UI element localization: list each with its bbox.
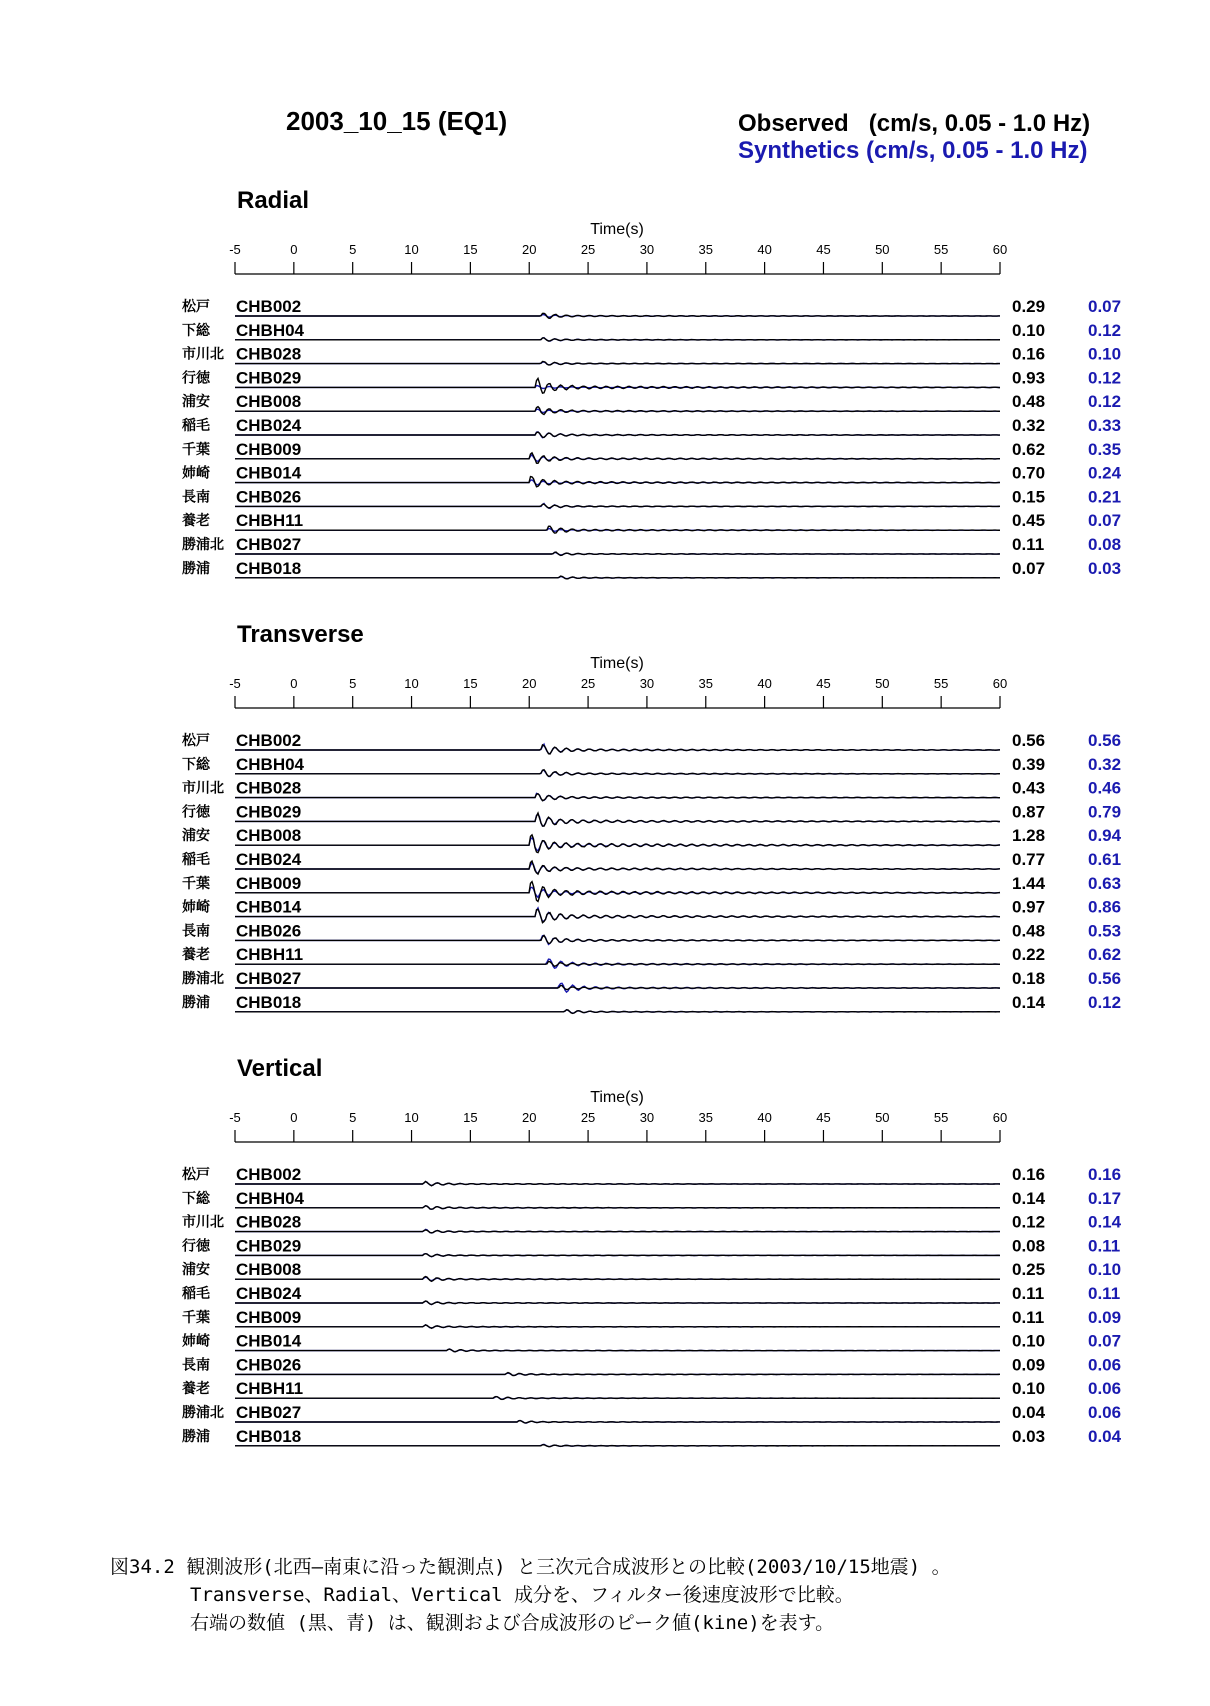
- x-tick-label: 30: [639, 676, 655, 691]
- x-tick-label: 0: [290, 242, 298, 257]
- station-code-label: CHB014: [236, 463, 302, 483]
- synthetic-peak-value: 0.03: [1088, 558, 1122, 578]
- observed-peak-value: 0.16: [1012, 344, 1046, 364]
- observed-peak-value: 0.11: [1012, 1307, 1045, 1327]
- panel-title: Vertical: [237, 1055, 323, 1082]
- x-axis-label: Time(s): [590, 221, 644, 238]
- synthetic-peak-value: 0.10: [1088, 1260, 1122, 1280]
- synthetic-peak-value: 0.06: [1088, 1403, 1122, 1422]
- x-tick-label: 55: [933, 676, 949, 691]
- synthetic-peak-value: 0.12: [1088, 320, 1122, 340]
- x-tick-label: 40: [757, 1110, 772, 1125]
- observed-peak-value: 0.12: [1012, 1212, 1046, 1232]
- caption-line-1: 図34.2 観測波形(北西―南東に沿った観測点) と三次元合成波形との比較(2003/10/15地震) 。: [110, 1556, 951, 1578]
- x-tick-label: 30: [639, 242, 655, 257]
- x-tick-label: 50: [875, 676, 890, 691]
- observed-trace: [235, 745, 1000, 754]
- x-tick-label: 15: [463, 242, 478, 257]
- synthetic-peak-value: 0.61: [1088, 850, 1122, 869]
- station-place-label: 浦安: [182, 827, 210, 844]
- observed-peak-value: 0.11: [1012, 1284, 1045, 1303]
- station-place-label: 市川北: [182, 1213, 224, 1230]
- observed-legend: Observed (cm/s, 0.05 - 1.0 Hz): [738, 110, 1091, 137]
- station-code-label: CHB002: [236, 297, 302, 316]
- observed-trace: [235, 1421, 1000, 1423]
- x-axis-label: Time(s): [590, 655, 644, 672]
- station-place-label: 浦安: [182, 393, 210, 410]
- x-tick-label: 60: [992, 1110, 1008, 1125]
- observed-trace: [235, 1206, 1000, 1209]
- synthetic-peak-value: 0.33: [1088, 416, 1122, 435]
- synthetic-peak-value: 0.07: [1088, 297, 1122, 316]
- station-place-label: 下総: [182, 321, 210, 338]
- observed-trace: [235, 861, 1000, 874]
- station-code-label: CHBH11: [236, 511, 304, 531]
- station-place-label: 下総: [182, 755, 210, 772]
- station-code-label: CHB014: [236, 897, 302, 917]
- station-code-label: CHB027: [236, 969, 302, 988]
- station-code-label: CHB027: [236, 535, 302, 554]
- observed-peak-value: 0.10: [1012, 1379, 1046, 1399]
- station-place-label: 長南: [182, 922, 210, 939]
- x-tick-label: 0: [290, 1110, 298, 1125]
- observed-peak-value: 0.48: [1012, 921, 1046, 941]
- observed-trace: [235, 936, 1000, 944]
- x-tick-label: 5: [349, 242, 357, 257]
- synthetic-peak-value: 0.35: [1088, 439, 1122, 459]
- synthetic-trace: [235, 744, 1000, 754]
- station-place-label: 養老: [182, 946, 210, 963]
- station-place-label: 市川北: [182, 779, 224, 796]
- station-code-label: CHB018: [236, 992, 302, 1012]
- observed-peak-value: 0.04: [1012, 1403, 1046, 1422]
- x-tick-label: 50: [875, 242, 890, 257]
- synthetic-peak-value: 0.24: [1088, 463, 1122, 483]
- observed-trace: [235, 1010, 1000, 1014]
- x-tick-label: 20: [521, 242, 537, 257]
- observed-peak-value: 0.25: [1012, 1260, 1046, 1280]
- caption-line-2: Transverse、Radial、Vertical 成分を、フィルター後速度波形で比較。: [190, 1584, 854, 1606]
- synthetic-peak-value: 0.10: [1088, 344, 1122, 364]
- station-place-label: 姉崎: [182, 898, 210, 915]
- station-place-label: 勝浦北: [182, 1404, 224, 1420]
- station-place-label: 稲毛: [182, 417, 210, 433]
- observed-peak-value: 0.48: [1012, 392, 1046, 412]
- observed-trace: [235, 477, 1000, 487]
- observed-peak-value: 0.15: [1012, 487, 1046, 507]
- station-code-label: CHB009: [236, 1307, 302, 1327]
- panel-title: Transverse: [237, 621, 364, 648]
- station-code-label: CHBH11: [236, 1379, 304, 1399]
- synthetic-peak-value: 0.06: [1088, 1379, 1122, 1399]
- observed-trace: [235, 1445, 1000, 1447]
- station-code-label: CHB008: [236, 826, 302, 846]
- x-tick-label: 5: [349, 1110, 357, 1125]
- synthetic-peak-value: 0.11: [1088, 1284, 1121, 1303]
- x-tick-label: 15: [463, 1110, 478, 1125]
- synthetic-peak-value: 0.14: [1088, 1212, 1122, 1232]
- x-tick-label: 20: [521, 676, 537, 691]
- observed-peak-value: 0.14: [1012, 1188, 1046, 1208]
- observed-peak-value: 0.32: [1012, 416, 1046, 435]
- x-tick-label: 45: [816, 676, 831, 691]
- station-code-label: CHB024: [236, 416, 302, 435]
- station-place-label: 松戸: [182, 1166, 210, 1182]
- station-place-label: 浦安: [182, 1261, 210, 1278]
- station-code-label: CHB018: [236, 558, 302, 578]
- station-place-label: 行徳: [182, 369, 210, 386]
- synthetic-legend: Synthetics (cm/s, 0.05 - 1.0 Hz): [738, 137, 1088, 164]
- observed-trace: [235, 378, 1000, 393]
- station-code-label: CHB024: [236, 1284, 302, 1303]
- figure-caption: [110, 1553, 951, 1637]
- figure-title: 2003_10_15 (EQ1): [286, 106, 508, 136]
- observed-trace: [235, 835, 1000, 853]
- synthetic-trace: [235, 908, 1000, 922]
- observed-trace: [235, 576, 1000, 579]
- panel-transverse: [181, 621, 1122, 1013]
- observed-peak-value: 0.70: [1012, 463, 1046, 483]
- station-place-label: 長南: [182, 488, 210, 505]
- station-code-label: CHB009: [236, 873, 302, 893]
- x-tick-label: -5: [229, 1110, 241, 1125]
- station-code-label: CHB026: [236, 487, 302, 507]
- observed-trace: [235, 1349, 1000, 1352]
- x-tick-label: 10: [404, 676, 419, 691]
- station-code-label: CHB008: [236, 1260, 302, 1280]
- synthetic-peak-value: 0.11: [1088, 1236, 1121, 1256]
- observed-trace: [235, 526, 1000, 533]
- station-code-label: CHB024: [236, 850, 302, 869]
- observed-peak-value: 0.22: [1012, 945, 1046, 965]
- observed-peak-value: 0.97: [1012, 897, 1046, 917]
- observed-trace: [235, 794, 1000, 801]
- observed-peak-value: 0.87: [1012, 802, 1046, 822]
- synthetic-peak-value: 0.16: [1088, 1165, 1122, 1184]
- synthetic-trace: [235, 863, 1000, 873]
- synthetic-peak-value: 0.86: [1088, 897, 1122, 917]
- station-code-label: CHB014: [236, 1331, 302, 1351]
- synthetic-peak-value: 0.12: [1088, 368, 1122, 388]
- panel-radial: [181, 187, 1122, 579]
- station-code-label: CHB027: [236, 1403, 302, 1422]
- station-code-label: CHB029: [236, 368, 302, 388]
- synthetic-peak-value: 0.53: [1088, 921, 1122, 941]
- station-code-label: CHBH04: [236, 320, 305, 340]
- x-tick-label: 15: [463, 676, 478, 691]
- x-tick-label: 0: [290, 676, 298, 691]
- observed-peak-value: 0.39: [1012, 754, 1046, 774]
- station-code-label: CHB026: [236, 1355, 302, 1375]
- observed-trace: [235, 1230, 1000, 1233]
- station-place-label: 稲毛: [182, 1285, 210, 1301]
- observed-trace: [235, 1301, 1000, 1304]
- station-code-label: CHB029: [236, 802, 302, 822]
- station-place-label: 姉崎: [182, 1332, 210, 1349]
- x-tick-label: 5: [349, 676, 357, 691]
- observed-peak-value: 0.14: [1012, 992, 1046, 1012]
- synthetic-peak-value: 0.63: [1088, 873, 1122, 893]
- synthetic-peak-value: 0.08: [1088, 535, 1122, 554]
- synthetic-peak-value: 0.56: [1088, 969, 1122, 988]
- observed-trace: [235, 552, 1000, 555]
- x-tick-label: 30: [639, 1110, 655, 1125]
- station-place-label: 行徳: [182, 1237, 210, 1254]
- station-place-label: 養老: [182, 512, 210, 529]
- station-code-label: CHB008: [236, 392, 302, 412]
- synthetic-peak-value: 0.12: [1088, 992, 1122, 1012]
- x-tick-label: 10: [404, 1110, 419, 1125]
- x-tick-label: 10: [404, 242, 419, 257]
- x-tick-label: 50: [875, 1110, 890, 1125]
- observed-trace: [235, 1181, 1000, 1185]
- station-place-label: 行徳: [182, 803, 210, 820]
- synthetic-peak-value: 0.94: [1088, 826, 1122, 846]
- x-tick-label: 25: [580, 1110, 596, 1125]
- observed-peak-value: 0.10: [1012, 320, 1046, 340]
- station-code-label: CHB002: [236, 731, 302, 750]
- station-place-label: 稲毛: [182, 851, 210, 867]
- station-place-label: 千葉: [182, 874, 210, 891]
- station-code-label: CHB026: [236, 921, 302, 941]
- observed-trace: [235, 504, 1000, 508]
- synthetic-peak-value: 0.06: [1088, 1355, 1122, 1375]
- x-tick-label: 35: [698, 242, 714, 257]
- station-code-label: CHBH11: [236, 945, 304, 965]
- x-tick-label: 25: [580, 676, 596, 691]
- observed-trace: [235, 882, 1000, 902]
- station-place-label: 勝浦北: [182, 536, 224, 552]
- x-tick-label: 40: [757, 676, 772, 691]
- observed-peak-value: 0.09: [1012, 1355, 1046, 1375]
- observed-trace: [235, 1254, 1000, 1257]
- observed-trace: [235, 986, 1000, 990]
- observed-peak-value: 0.16: [1012, 1165, 1046, 1184]
- observed-peak-value: 1.28: [1012, 826, 1046, 846]
- station-place-label: 姉崎: [182, 464, 210, 481]
- observed-peak-value: 0.45: [1012, 511, 1046, 531]
- x-tick-label: 40: [757, 242, 772, 257]
- observed-trace: [235, 813, 1000, 826]
- observed-peak-value: 0.08: [1012, 1236, 1046, 1256]
- x-axis-label: Time(s): [590, 1089, 644, 1106]
- station-place-label: 勝浦: [182, 559, 210, 576]
- x-tick-label: 55: [933, 1110, 949, 1125]
- observed-peak-value: 0.77: [1012, 850, 1046, 869]
- observed-peak-value: 0.93: [1012, 368, 1046, 388]
- x-tick-label: -5: [229, 676, 241, 691]
- station-place-label: 市川北: [182, 345, 224, 362]
- synthetic-peak-value: 0.79: [1088, 802, 1122, 822]
- x-tick-label: 20: [521, 1110, 537, 1125]
- observed-peak-value: 0.07: [1012, 558, 1046, 578]
- station-place-label: 千葉: [182, 440, 210, 457]
- x-tick-label: 45: [816, 242, 831, 257]
- station-place-label: 下総: [182, 1189, 210, 1206]
- synthetic-peak-value: 0.07: [1088, 1331, 1122, 1351]
- x-tick-label: -5: [229, 242, 241, 257]
- x-tick-label: 60: [992, 676, 1008, 691]
- station-code-label: CHB018: [236, 1426, 302, 1446]
- synthetic-peak-value: 0.46: [1088, 778, 1122, 798]
- observed-peak-value: 0.10: [1012, 1331, 1046, 1351]
- observed-trace: [235, 432, 1000, 437]
- observed-trace: [235, 313, 1000, 318]
- observed-trace: [235, 909, 1000, 922]
- station-place-label: 松戸: [182, 732, 210, 748]
- x-tick-label: 35: [698, 1110, 714, 1125]
- x-tick-label: 45: [816, 1110, 831, 1125]
- synthetic-peak-value: 0.07: [1088, 511, 1122, 531]
- station-code-label: CHB002: [236, 1165, 302, 1184]
- caption-line-3: 右端の数値 (黒、青) は、観測および合成波形のピーク値(kine)を表す。: [190, 1612, 835, 1634]
- station-code-label: CHBH04: [236, 754, 305, 774]
- panel-title: Radial: [237, 187, 310, 214]
- synthetic-peak-value: 0.62: [1088, 945, 1122, 965]
- station-place-label: 勝浦: [182, 1427, 210, 1444]
- station-code-label: CHB028: [236, 344, 302, 364]
- observed-trace: [235, 1373, 1000, 1376]
- x-tick-label: 35: [698, 676, 714, 691]
- station-code-label: CHB028: [236, 778, 302, 798]
- x-tick-label: 60: [992, 242, 1008, 257]
- synthetic-peak-value: 0.12: [1088, 392, 1122, 412]
- observed-trace: [235, 1325, 1000, 1328]
- observed-peak-value: 1.44: [1012, 873, 1046, 893]
- panel-vertical: [181, 1055, 1122, 1447]
- synthetic-peak-value: 0.17: [1088, 1188, 1122, 1208]
- synthetic-peak-value: 0.09: [1088, 1307, 1122, 1327]
- observed-peak-value: 0.29: [1012, 297, 1046, 316]
- synthetic-peak-value: 0.04: [1088, 1426, 1122, 1446]
- station-code-label: CHB028: [236, 1212, 302, 1232]
- synthetic-peak-value: 0.21: [1088, 487, 1122, 507]
- observed-peak-value: 0.56: [1012, 731, 1046, 750]
- observed-trace: [235, 770, 1000, 776]
- observed-trace: [235, 1277, 1000, 1282]
- observed-peak-value: 0.11: [1012, 535, 1045, 554]
- observed-trace: [235, 338, 1000, 341]
- x-tick-label: 55: [933, 242, 949, 257]
- x-tick-label: 25: [580, 242, 596, 257]
- station-place-label: 勝浦: [182, 993, 210, 1010]
- synthetic-peak-value: 0.56: [1088, 731, 1122, 750]
- observed-peak-value: 0.62: [1012, 439, 1046, 459]
- observed-peak-value: 0.18: [1012, 969, 1046, 988]
- station-code-label: CHBH04: [236, 1188, 305, 1208]
- synthetic-peak-value: 0.32: [1088, 754, 1122, 774]
- observed-peak-value: 0.03: [1012, 1426, 1046, 1446]
- observed-trace: [235, 961, 1000, 966]
- station-place-label: 千葉: [182, 1308, 210, 1325]
- station-place-label: 松戸: [182, 298, 210, 314]
- station-code-label: CHB029: [236, 1236, 302, 1256]
- observed-peak-value: 0.43: [1012, 778, 1046, 798]
- observed-trace: [235, 453, 1000, 463]
- station-place-label: 長南: [182, 1356, 210, 1373]
- station-place-label: 養老: [182, 1380, 210, 1397]
- observed-trace: [235, 1397, 1000, 1400]
- station-place-label: 勝浦北: [182, 970, 224, 986]
- station-code-label: CHB009: [236, 439, 302, 459]
